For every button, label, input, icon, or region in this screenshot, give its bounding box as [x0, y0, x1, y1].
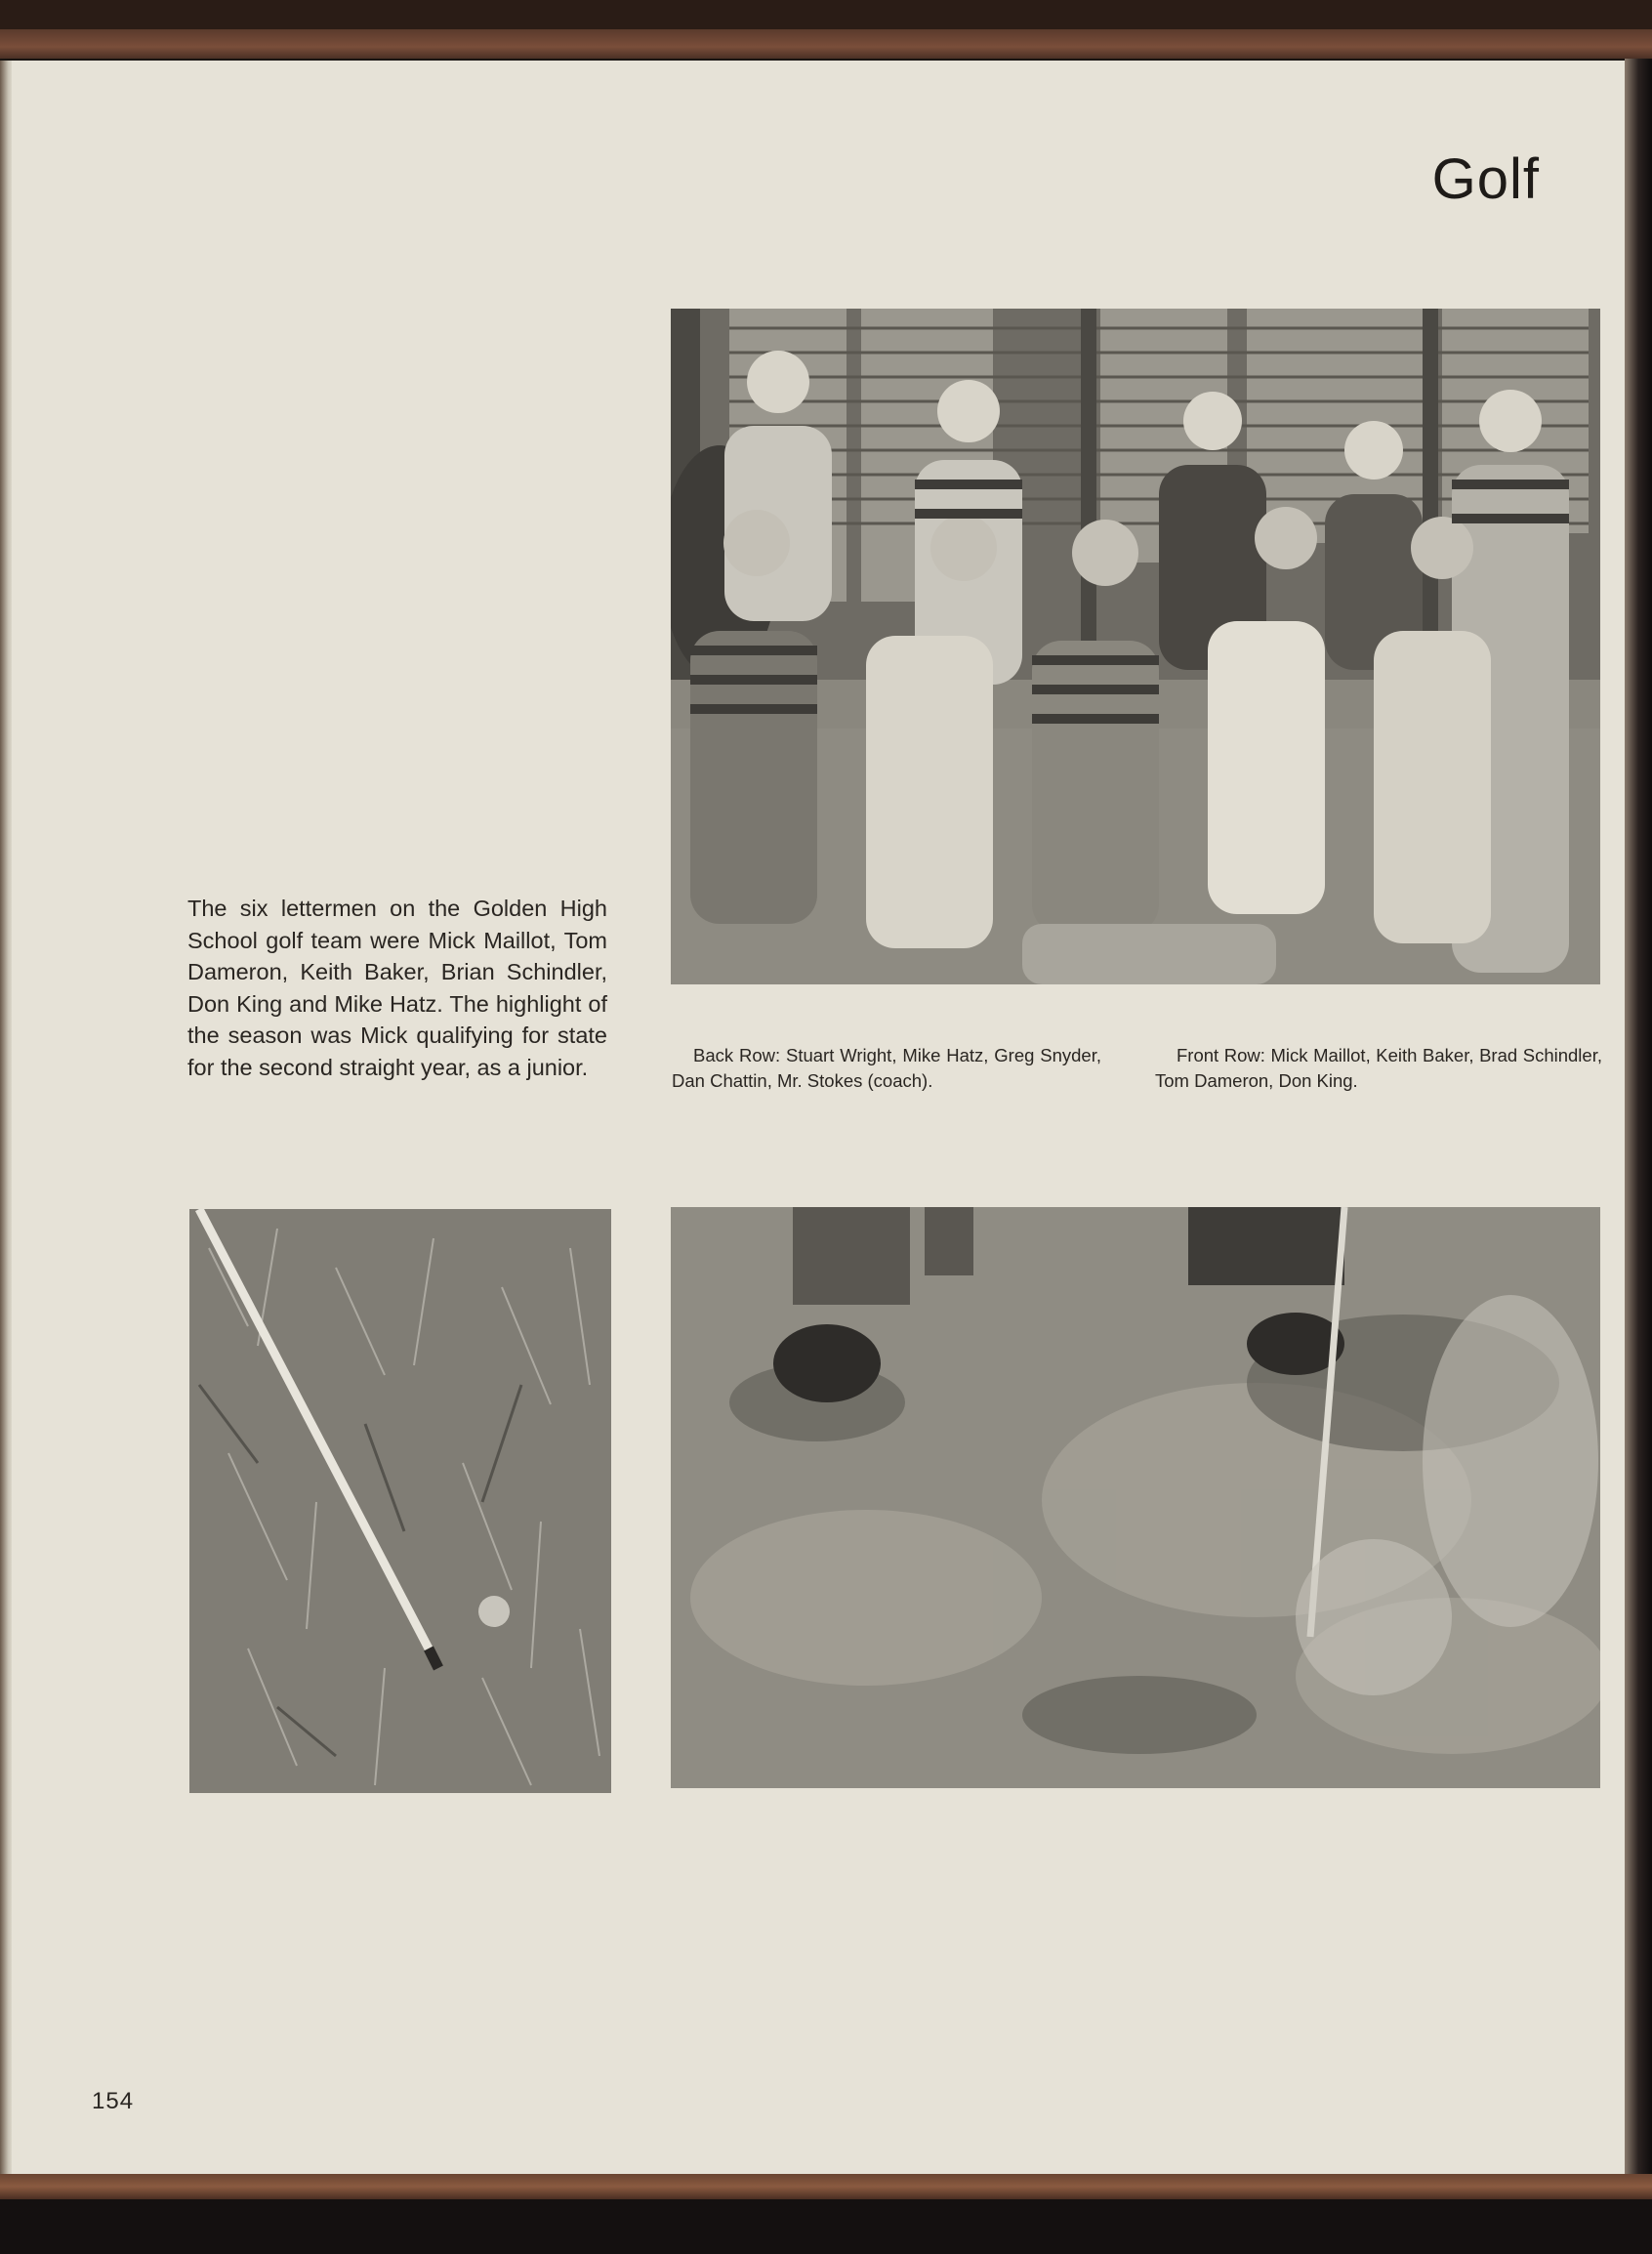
- story-text: The six lettermen on the Golden High School golf team were Mick Maillot, Tom Dameron, Keith Baker, Brian Schindler, Don King and Mike Hatz. The highlight of the season was Mick qualifying for state for the second straight year, as a junior.: [187, 896, 607, 1080]
- page-edge-right: [1625, 59, 1652, 2197]
- page-number: 154: [92, 2088, 135, 2114]
- golf-ball-grass-photo: [189, 1209, 611, 1793]
- bottom-background: [0, 2199, 1652, 2254]
- top-book-binding: [0, 29, 1652, 59]
- caption-back-row: Back Row: Stuart Wright, Mike Hatz, Greg Snyder, Dan Chattin, Mr. Stokes (coach).: [672, 1045, 1101, 1091]
- sand-trap-photo: [671, 1207, 1600, 1788]
- top-background: [0, 0, 1652, 31]
- page-title: Golf: [1431, 147, 1540, 211]
- caption-front-row: Front Row: Mick Maillot, Keith Baker, Brad Schindler, Tom Dameron, Don King.: [1155, 1045, 1602, 1091]
- bottom-book-binding: [0, 2174, 1652, 2199]
- team-photo: [671, 309, 1600, 984]
